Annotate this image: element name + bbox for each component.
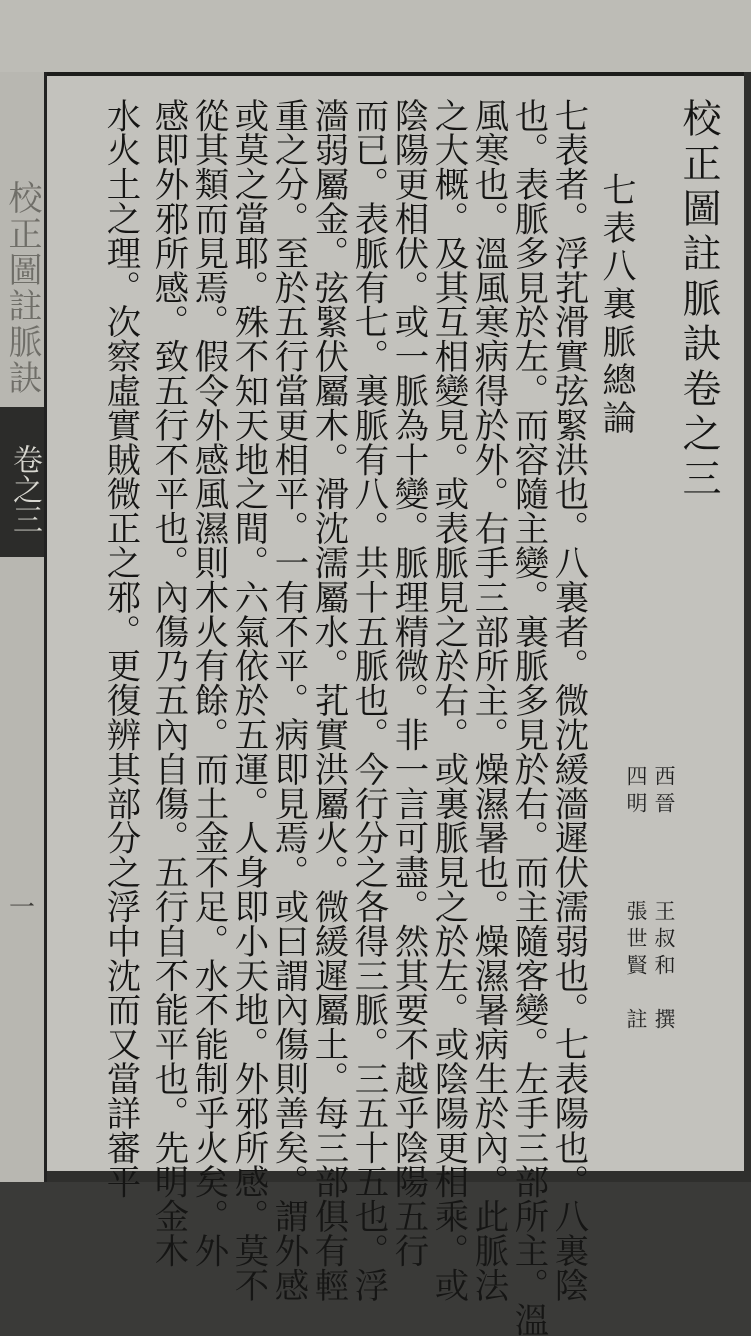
text-column: 七表者。浮芤滑實弦緊洪也。八裏者。微沈緩濇遲伏濡弱也。七表陽也。八裏陰: [548, 98, 588, 1302]
section-heading: 七表八裏脈總論: [596, 172, 636, 438]
spine-leaf-number: 一: [8, 893, 35, 923]
text-column: 水火土之理。次察虛實賊微正之邪。更復辨其部分之浮中沈而又當詳審平: [100, 98, 140, 1199]
author-dynasty-2: 四明: [624, 765, 648, 819]
author-name-1: 王叔和: [652, 900, 676, 981]
top-margin: [0, 0, 751, 72]
book-spine: [0, 72, 47, 1182]
author-name-2: 張世賢: [624, 900, 648, 981]
book-title: 校正圖註脈訣卷之三: [676, 98, 721, 503]
text-column: 而已。表脈有七。裏脈有八。共十五脈也。今行分之各得三脈。三五十五也。浮: [348, 98, 388, 1302]
spine-volume: 卷之三: [7, 444, 42, 534]
spine-title: 校正圖註脈訣: [2, 180, 42, 396]
text-column: 感即外邪所感。致五行不平也。內傷乃五內自傷。五行自不能平也。先明金木: [148, 98, 188, 1268]
text-column: 重之分。至於五行當更相平。一有不平。病即見焉。或曰謂內傷則善矣。謂外感: [268, 98, 308, 1302]
text-column: 或莫之當耶。殊不知天地之間。六氣依於五運。人身即小天地。外邪所感。莫不: [228, 98, 268, 1302]
text-column: 風寒也。溫風寒病得於外。右手三部所主。燥濕暑也。燥濕暑病生於內。此脈法: [468, 98, 508, 1302]
text-column: 也。表脈多見於左。而容隨主變。裏脈多見於右。而主隨客變。左手三部所主。溫: [508, 98, 548, 1336]
author-dynasty-1: 西晉: [652, 765, 676, 819]
text-column: 從其類而見焉。假令外感風濕則木火有餘。而土金不足。水不能制乎火矣。外: [188, 98, 228, 1268]
author-role-1: 撰: [652, 1008, 676, 1035]
author-role-2: 註: [624, 1008, 648, 1035]
text-column: 陰陽更相伏。或一脈為十變。脈理精微。非一言可盡。然其要不越乎陰陽五行: [388, 98, 428, 1268]
text-column: 濇弱屬金。弦緊伏屬木。滑沈濡屬水。芤實洪屬火。微緩遲屬土。每三部俱有輕: [308, 98, 348, 1302]
text-column: 之大概。及其互相變見。或表脈見之於右。或裏脈見之於左。或陰陽更相乘。或: [428, 98, 468, 1302]
